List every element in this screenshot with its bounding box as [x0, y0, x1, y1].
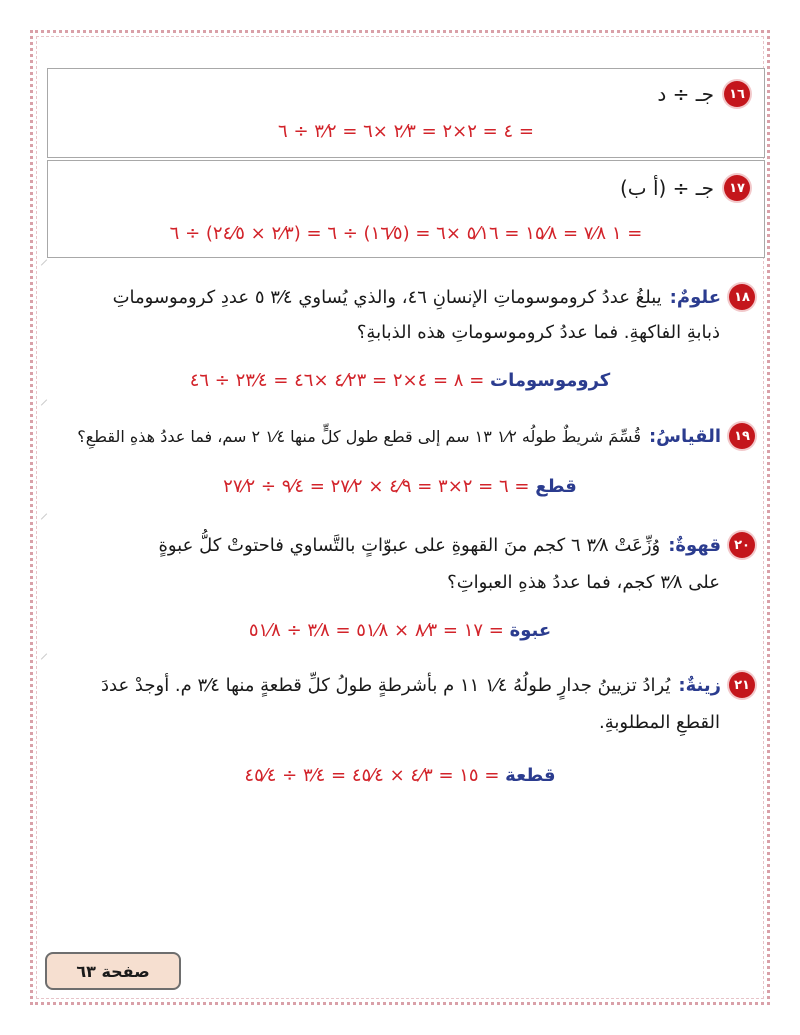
question-19-label: القياسُ: — [648, 425, 721, 447]
question-21-line2: القطعِ المطلوبةِ. — [599, 712, 720, 733]
question-21-line1: يُرادُ تزيينُ جدارٍ طولُهُ ١⁄٤ ١١ م بأشرطةٍ طولُ كلِّ قطعةٍ منها ٣⁄٤ م. أوجدْ عددَ — [101, 674, 671, 696]
question-16-box — [47, 68, 765, 158]
question-17-prompt: جـ ÷ (أ ب) — [619, 176, 714, 200]
question-16-equation: ٤ = ٢×٢ = ٢⁄٣ ×٦ = ٣⁄٢ ÷ ٦ = — [278, 121, 534, 142]
question-20-equation: ١٧ = ٨⁄٣ × ٥١⁄٨ = ٣⁄٨ ÷ ٥١⁄٨ = — [248, 620, 504, 641]
question-18-number-badge: ١٨ — [729, 284, 755, 310]
question-16-number-badge: ١٦ — [724, 81, 750, 107]
question-19-line1: قُسِّمَ شريطٌ طولُه ١⁄٢ ١٣ سم إلى قطع طول كلٍّ منها ١⁄٤ ٢ سم، فما عددُ هذهِ القطعِ؟ — [77, 426, 641, 446]
question-18-line1: يبلغُ عددُ كروموسوماتِ الإنسانِ ٤٦، والذي يُساوي ٣⁄٤ ٥ عددِ كروموسوماتِ — [112, 286, 662, 308]
question-20-line2: على ٣⁄٨ كجم، فما عددُ هذهِ العبواتِ؟ — [447, 572, 720, 593]
question-17-equation: ١ ٧⁄٨ = ١٥⁄٨ = ٥⁄١٦ ×٦ = (١٦⁄٥) ÷ ٦ = (٢⁄٣ × ٢٤⁄٥) ÷ ٦ = — [169, 223, 643, 244]
page-number: صفحة ٦٣ — [76, 961, 150, 981]
question-18-equation: ٨ = ٤×٢ = ٤⁄٢٣ ×٤٦ = ٢٣⁄٤ ÷ ٤٦ = — [189, 370, 485, 391]
page-number-box — [45, 952, 181, 990]
question-21-label: زينةٌ: — [678, 674, 721, 696]
question-18-line2: ذبابةِ الفاكهةِ. فما عددُ كروموسوماتِ هذه الذبابةِ؟ — [356, 322, 720, 343]
question-19-number-badge: ١٩ — [729, 423, 755, 449]
question-19-equation: ٦ = ٢×٣ = ٤⁄٩ × ٢٧⁄٢ = ٩⁄٤ ÷ ٢٧⁄٢ = — [223, 476, 530, 497]
question-18-unit: كروموسومات — [490, 370, 611, 391]
question-16-prompt: جـ ÷ د — [657, 82, 714, 106]
question-20-line1: وُزِّعَتْ ٣⁄٨ ٦ كجم منَ القهوةِ على عبوّاتٍ بالتَّساوي فاحتوتْ كلُّ عبوةٍ — [158, 534, 661, 556]
question-17-box — [47, 160, 765, 258]
question-21-number-badge: ٢١ — [729, 672, 755, 698]
question-21-unit: قطعة — [505, 765, 556, 786]
question-20-unit: عبوة — [509, 620, 552, 641]
question-20-label: قهوةٌ: — [668, 534, 721, 556]
question-18-label: علومٌ: — [669, 286, 721, 308]
question-19-unit: قطع — [535, 476, 577, 497]
question-20-number-badge: ٢٠ — [729, 532, 755, 558]
question-17-number-badge: ١٧ — [724, 175, 750, 201]
question-21-equation: ١٥ = ٤⁄٣ × ٤٥⁄٤ = ٣⁄٤ ÷ ٤٥⁄٤ = — [244, 765, 500, 786]
